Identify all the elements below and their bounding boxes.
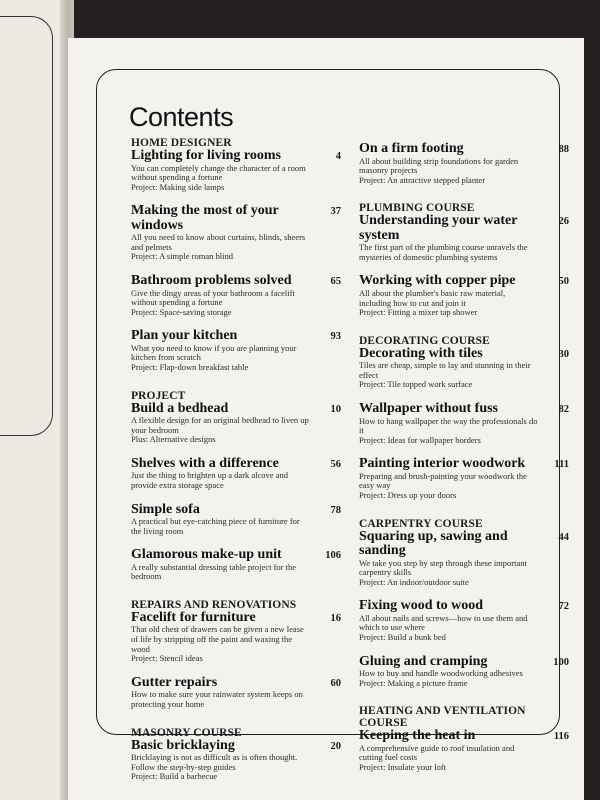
toc-entry[interactable] <box>131 149 341 192</box>
toc-entry[interactable] <box>131 402 341 445</box>
entry-project: Project: Flap-down breakfast table <box>131 362 249 373</box>
entry-title: Gutter repairs <box>131 674 218 690</box>
page-number: 72 <box>558 601 569 613</box>
entry-title: Lighting for living rooms <box>131 148 282 163</box>
entry-description: All about building strip foundations for garden masonry projects <box>359 155 519 176</box>
toc-section <box>359 518 569 689</box>
right-column <box>359 142 569 790</box>
toc-section <box>131 727 341 782</box>
entry-description: A flexible design for an original bedhead to liven up your bedroom <box>131 415 309 435</box>
entry-project: Project: An attractive stepped planter <box>359 174 486 185</box>
page-number: 78 <box>330 504 341 516</box>
entry-project: Project: Ideas for wallpaper borders <box>359 434 481 445</box>
entry-description: Just the thing to brighten up a dark alcove and provide extra storage space <box>131 470 288 490</box>
section-heading: CARPENTRY COURSE <box>359 517 483 530</box>
entry-description: We take you step by step through these important carpentry skills <box>359 557 527 578</box>
entry-description: A comprehensive guide to roof insulation and cutting fuel costs <box>359 742 515 763</box>
toc-entry[interactable] <box>359 599 569 642</box>
entry-description: Give the dingy areas of your bathroom a facelift without spending a fortune <box>131 287 295 308</box>
entry-title: Glamorous make-up unit <box>131 547 282 563</box>
entry-title: Squaring up, sawing and sanding <box>359 528 508 559</box>
entry-project: Project: Making side lamps <box>131 181 225 192</box>
section-heading: REPAIRS AND RENOVATIONS <box>131 598 297 611</box>
entry-project: Project: Build a barbecue <box>131 771 218 782</box>
entry-title: Basic bricklaying <box>131 737 235 753</box>
entry-title: Bathroom problems solved <box>131 273 292 289</box>
entry-title: Wallpaper without fuss <box>359 401 498 417</box>
section-heading: DECORATING COURSE <box>359 334 490 347</box>
page-number: 111 <box>554 459 569 471</box>
entry-title: Facelift for furniture <box>131 609 256 625</box>
toc-section <box>359 705 569 772</box>
toc-entry[interactable] <box>359 729 569 772</box>
toc-entry[interactable] <box>359 214 569 262</box>
section-heading: HOME DESIGNER <box>131 137 232 149</box>
entry-title: Decorating with tiles <box>359 345 483 361</box>
entry-title: Keeping the heat in <box>359 728 476 744</box>
page-number: 30 <box>558 348 569 360</box>
page-number: 16 <box>330 612 341 624</box>
entry-description: The first part of the plumbing course unravels the mysteries of domestic plumbing systems <box>359 242 528 262</box>
entry-project: Project: Space-saving storage <box>131 306 232 317</box>
toc-entry[interactable] <box>131 739 341 782</box>
toc-entry[interactable] <box>131 611 341 664</box>
toc-entry[interactable] <box>359 347 569 390</box>
entry-description: That old chest of drawers can be given a new lease of life by stripping off the paint and waxing the wood <box>131 624 304 654</box>
section-heading: PROJECT <box>131 389 186 402</box>
entry-description: A practical but eye-catching piece of furniture for the living room <box>131 516 300 536</box>
toc-section <box>359 335 569 501</box>
entry-description: You can completely change the character of a room without spending a fortune <box>131 162 306 183</box>
entry-project: Project: Tile topped work surface <box>359 379 473 390</box>
page-number: 93 <box>330 331 341 343</box>
toc-entry[interactable] <box>131 548 341 582</box>
page-number: 88 <box>558 144 569 155</box>
page-title: Contents <box>129 102 234 132</box>
entry-description: Preparing and brush-painting your woodwork the easy way <box>359 470 527 491</box>
page-number: 82 <box>558 404 569 416</box>
entry-project: Project: Stencil ideas <box>131 653 203 664</box>
page-number: 26 <box>558 216 569 228</box>
entry-description: Bricklaying is not as difficult as is often thought. Follow the step-by-step guides <box>131 752 298 772</box>
entry-project: Project: Build a bunk bed <box>359 632 446 643</box>
entry-title: Painting interior woodwork <box>359 456 526 472</box>
entry-description: How to make sure your rainwater system keeps on protecting your home <box>131 689 303 709</box>
entry-title: Understanding your water system <box>359 213 518 243</box>
entry-title: On a firm footing <box>359 141 464 156</box>
page-number: 56 <box>330 458 341 470</box>
toc-entry[interactable] <box>359 457 569 500</box>
toc-section <box>131 599 341 710</box>
entry-project: Project: Making a picture frame <box>359 677 468 688</box>
toc-entry[interactable] <box>131 503 341 537</box>
page-number: 37 <box>330 206 341 218</box>
entry-title: Making the most of your windows <box>131 203 279 233</box>
toc-section <box>131 390 341 582</box>
toc-entry[interactable] <box>131 676 341 710</box>
entry-description: How to hang wallpaper the way the professionals do it <box>359 415 538 436</box>
entry-project: Project: A simple roman blind <box>131 251 233 262</box>
entry-title: Simple sofa <box>131 501 200 517</box>
toc-entry[interactable] <box>359 655 569 689</box>
left-page <box>0 0 66 800</box>
page-number: 20 <box>330 740 341 752</box>
entry-title: Gluing and cramping <box>359 653 488 669</box>
page-number: 44 <box>558 531 569 543</box>
entry-title: Fixing wood to wood <box>359 598 484 614</box>
page-number: 60 <box>330 677 341 689</box>
toc-section <box>359 142 569 185</box>
page-number: 50 <box>558 276 569 288</box>
entry-project: Plus: Alternative designs <box>131 434 216 445</box>
page-number: 106 <box>325 550 341 562</box>
page-frame <box>96 69 569 782</box>
page-number: 65 <box>330 276 341 288</box>
entry-description: What you need to know if you are planning your kitchen from scratch <box>131 342 297 363</box>
entry-project: Project: Fitting a mixer tap shower <box>359 307 478 318</box>
toc-entry[interactable] <box>131 204 341 262</box>
page-number: 10 <box>330 403 341 415</box>
toc-entry[interactable] <box>359 142 569 185</box>
entry-project: Project: An indoor/outdoor suite <box>359 576 469 587</box>
toc-entry[interactable] <box>359 274 569 317</box>
entry-description: How to buy and handle woodworking adhesives <box>359 668 523 679</box>
entry-project: Project: Dress up your doors <box>359 490 457 500</box>
entry-title: Build a bedhead <box>131 400 229 416</box>
section-heading: HEATING AND VENTILATION COURSE <box>359 705 526 730</box>
toc-entry[interactable] <box>131 274 341 317</box>
section-heading: PLUMBING COURSE <box>359 202 475 215</box>
toc-entry[interactable] <box>359 402 569 445</box>
entry-description: All about nails and screws—how to use them and which to use where <box>359 612 528 633</box>
toc-entry[interactable] <box>131 329 341 372</box>
entry-description: All you need to know about curtains, blinds, sheers and pelmets <box>131 232 306 252</box>
page-number: 100 <box>553 656 569 668</box>
left-page-border <box>0 16 53 436</box>
entry-project: Project: Insulate your loft <box>359 762 447 773</box>
entry-title: Working with copper pipe <box>359 273 516 289</box>
section-heading: MASONRY COURSE <box>131 726 242 739</box>
entry-description: All about the plumber's basic raw material, including how to cut and join it <box>359 287 506 308</box>
contents-page <box>68 38 584 800</box>
toc-entry[interactable] <box>131 457 341 491</box>
page-number: 4 <box>335 151 341 162</box>
toc-entry[interactable] <box>359 530 569 588</box>
toc-section <box>131 137 341 373</box>
entry-title: Plan your kitchen <box>131 328 238 344</box>
entry-title: Shelves with a difference <box>131 455 279 471</box>
page-number: 116 <box>553 731 569 743</box>
toc-section <box>359 202 569 317</box>
left-column <box>131 137 341 799</box>
entry-description: A really substantial dressing table project for the bedroom <box>131 561 296 582</box>
entry-description: Tiles are cheap, simple to lay and stunning in their effect <box>359 360 531 380</box>
